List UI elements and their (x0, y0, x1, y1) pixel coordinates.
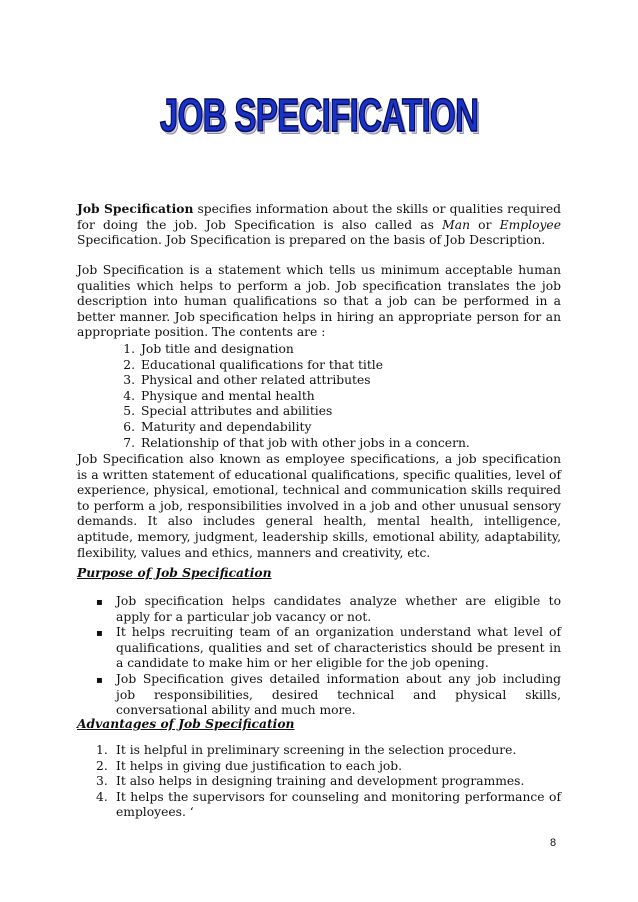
list-number: 5. (123, 404, 135, 419)
list-number: 1. (96, 743, 108, 757)
intro-lead-term: Job Specification (77, 201, 194, 216)
list-number: 2. (96, 758, 108, 773)
details-paragraph (77, 452, 561, 561)
bullet-icon: ▪ (96, 597, 103, 608)
purpose-heading: Purpose of Job Specification (77, 565, 272, 580)
list-item-text: Relationship of that job with other jobs in a concern. (141, 435, 470, 450)
definition-text: Job Specification is a statement which tells us minimum acceptable human qualities which helps to perform a job. Job specification translates the job description into human qualifications so that a job can be performed in a better manner. Job specification helps in hiring an appropriate person for an appropriate position. The contents are : (77, 263, 561, 340)
bullet-icon: ▪ (96, 674, 103, 686)
intro-text-1: specifies information about the skills or qualities required for doing the job. Job Specification is also called as (77, 202, 561, 232)
list-item (117, 373, 470, 389)
list-number: 3. (123, 373, 135, 388)
intro-term-man: Man (442, 217, 470, 232)
list-item (117, 420, 470, 436)
list-item-text: It also helps in designing training and development programmes. (116, 774, 525, 789)
list-item (96, 790, 561, 821)
list-item (96, 743, 561, 759)
list-item (96, 759, 561, 775)
list-item-text: It helps the supervisors for counseling and monitoring performance of employees. ‘ (116, 789, 561, 820)
list-number: 7. (123, 435, 135, 450)
purpose-heading-wrap (77, 565, 561, 582)
page-number: 8 (550, 837, 557, 849)
list-item-text: Special attributes and abilities (141, 404, 333, 419)
list-number: 3. (96, 774, 108, 789)
list-item (117, 389, 470, 405)
list-item (117, 436, 470, 452)
list-number: 1. (123, 342, 135, 356)
contents-list (117, 342, 470, 451)
advantages-list (96, 743, 561, 821)
bullet-item-text: Job Specification gives detailed information about any job including job responsibilities, desired technical and physical skills, conversational ability and much more. (116, 671, 561, 718)
definition-paragraph (77, 263, 561, 341)
title-banner (0, 89, 638, 141)
details-text: Job Specification also known as employee specifications, a job specification is a written statement of educational qualifications, specific qualities, level of experience, physical, emotional, technical and communication skills required to perform a job, responsibilities involved in a job and other unusual sensory demands. It also includes general health, mental health, intelligence, aptitude, memory, judgment, leadership skills, emotional ability, adaptability, flexibility, values and ethics, manners and creativity, etc. (77, 452, 561, 560)
intro-paragraph (77, 201, 561, 249)
list-item-text: Physique and mental health (141, 388, 315, 403)
list-item (117, 342, 470, 358)
list-item (117, 404, 470, 420)
list-number: 4. (96, 789, 108, 804)
bullet-item (96, 672, 561, 719)
intro-text-3: Specification. Job Specification is prepared on the basis of Job Description. (77, 233, 546, 248)
list-item-text: Job title and designation (141, 342, 294, 356)
advantages-heading: Advantages of Job Specification (77, 716, 295, 731)
list-item-text: Physical and other related attributes (141, 373, 371, 388)
list-item-text: Maturity and dependability (141, 419, 312, 434)
bullet-icon: ▪ (96, 628, 103, 640)
page-title: JOB SPECIFICATION (159, 89, 479, 141)
list-number: 4. (123, 388, 135, 403)
list-item-text: It helps in giving due justification to each job. (116, 758, 403, 773)
purpose-list (96, 594, 561, 719)
intro-text-2: or (469, 217, 500, 232)
intro-term-employee: Employee (499, 217, 561, 232)
advantages-heading-wrap (77, 716, 561, 733)
bullet-item (96, 625, 561, 672)
bullet-item-text: Job specification helps candidates analyze whether are eligible to apply for a particular job vacancy or not. (116, 594, 561, 624)
list-item (96, 774, 561, 790)
list-item (117, 358, 470, 374)
list-number: 2. (123, 357, 135, 372)
bullet-item (96, 594, 561, 625)
list-item-text: It is helpful in preliminary screening in the selection procedure. (116, 743, 517, 757)
list-number: 6. (123, 419, 135, 434)
bullet-item-text: It helps recruiting team of an organization understand what level of qualifications, qualities and set of characteristics should be present in a candidate to make him or her eligible for the job opening. (116, 625, 561, 671)
list-item-text: Educational qualifications for that title (141, 357, 383, 372)
